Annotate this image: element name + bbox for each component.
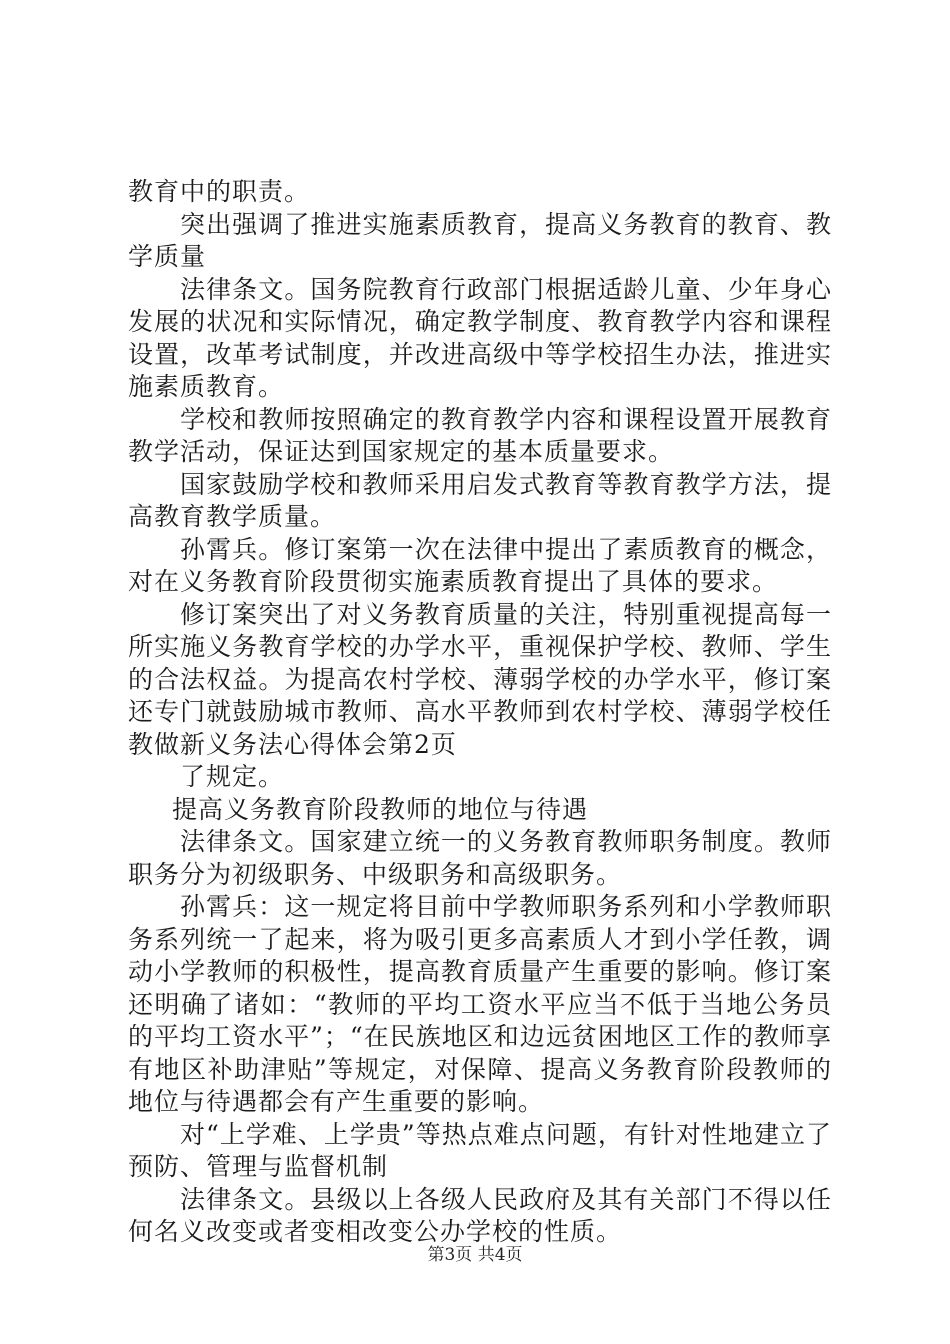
paragraph-6: 孙霄兵。修订案第一次在法律中提出了素质教育的概念，对在义务教育阶段贯彻实施素质教育提出了具体的要求。 — [128, 534, 832, 596]
paragraph-10: 法律条文。国家建立统一的义务教育教师职务制度。教师职务分为初级职务、中级职务和高级职务。 — [128, 827, 832, 889]
paragraph-2: 突出强调了推进实施素质教育，提高义务教育的教育、教学质量 — [128, 209, 832, 271]
paragraph-5: 国家鼓励学校和教师采用启发式教育等教育教学方法，提高教育教学质量。 — [128, 469, 832, 531]
paragraph-11: 孙霄兵：这一规定将目前中学教师职务系列和小学教师职务系列统一了起来，将为吸引更多高素质人才到小学任教，调动小学教师的积极性，提高教育质量产生重要的影响。修订案还明确了诸如：“教师的平均工资水平应当不低于当地公务员的平均工资水平”；“在民族地区和边远贫困地区工作的教师享有地区补助津贴”等规定，对保障、提高义务教育阶段教师的地位与待遇都会有产生重要的影响。 — [128, 892, 832, 1116]
paragraph-3: 法律条文。国务院教育行政部门根据适龄儿童、少年身心发展的状况和实际情况，确定教学制度、教育教学内容和课程设置，改革考试制度，并改进高级中等学校招生办法，推进实施素质教育。 — [128, 274, 832, 401]
paragraph-13: 法律条文。县级以上各级人民政府及其有关部门不得以任何名义改变或者变相改变公办学校的性质。 — [128, 1184, 832, 1246]
paragraph-7: 修订案突出了对义务教育质量的关注，特别重视提高每一所实施义务教育学校的办学水平，重视保护学校、教师、学生的合法权益。为提高农村学校、薄弱学校的办学水平，修订案还专门就鼓励城市教师、高水平教师到农村学校、薄弱学校任教做新义务法心得体会第2页 — [128, 599, 832, 759]
paragraph-8: 了规定。 — [180, 762, 285, 791]
paragraph-12: 对“上学难、上学贵”等热点难点问题，有针对性地建立了预防、管理与监督机制 — [128, 1119, 832, 1181]
paragraph-1: 教育中的职责。 — [128, 177, 311, 206]
section-heading: 提高义务教育阶段教师的地位与待遇 — [172, 794, 589, 824]
document-body — [128, 176, 832, 1249]
page-number-footer: 第3页 共4页 — [427, 1245, 523, 1265]
paragraph-4: 学校和教师按照确定的教育教学内容和课程设置开展教育教学活动，保证达到国家规定的基本质量要求。 — [128, 404, 832, 466]
